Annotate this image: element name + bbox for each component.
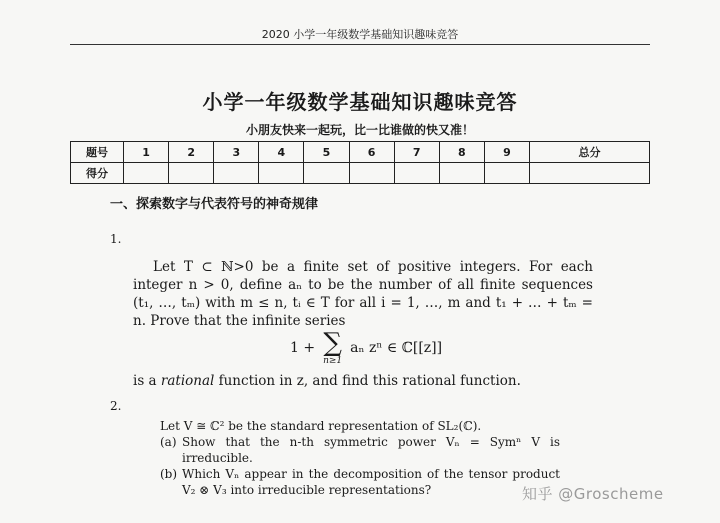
conclusion-emphasis: rational	[160, 373, 215, 389]
section-heading: 一、探索数字与代表符号的神奇规律	[110, 197, 319, 212]
table-cell: 7	[394, 142, 439, 163]
header-rule	[70, 44, 650, 45]
page-title: 小学一年级数学基础知识趣味竞答	[202, 90, 518, 114]
watermark: 知乎 @Groscheme	[522, 485, 664, 503]
score-input-cell[interactable]	[349, 163, 394, 184]
item-label: (b)	[160, 467, 178, 481]
formula-left: 1 +	[290, 340, 316, 356]
score-input-cell[interactable]	[484, 163, 529, 184]
problem-number: 1.	[110, 232, 122, 246]
summation	[323, 330, 342, 366]
score-input-cell[interactable]	[394, 163, 439, 184]
item-label: (a)	[160, 435, 177, 449]
problem-2-intro: Let V ≅ ℂ² be the standard representation of SL₂(ℂ).	[160, 419, 482, 433]
running-header: 2020 小学一年级数学基础知识趣味竞答	[261, 28, 459, 41]
problem-2-text	[160, 418, 560, 498]
problem-1-formula	[290, 330, 442, 366]
list-item	[160, 466, 560, 498]
table-cell: 2	[169, 142, 214, 163]
score-input-cell[interactable]	[214, 163, 259, 184]
table-cell: 6	[349, 142, 394, 163]
problem-1-conclusion	[133, 373, 521, 389]
conclusion-post: function in z, and find this rational function.	[214, 373, 521, 389]
list-item	[160, 434, 560, 466]
table-cell: 9	[484, 142, 529, 163]
score-input-cell[interactable]	[124, 163, 169, 184]
item-text: Which Vₙ appear in the decomposition of the tensor product V₂ ⊗ V₃ into irreducible representations?	[182, 467, 560, 497]
problem-1-text	[133, 258, 593, 330]
sum-subscript: n≥1	[323, 356, 343, 366]
sum-symbol: ∑	[323, 328, 342, 358]
table-cell: 5	[304, 142, 349, 163]
table-row	[71, 163, 650, 184]
table-cell: 4	[259, 142, 304, 163]
score-input-cell[interactable]	[304, 163, 349, 184]
score-input-cell[interactable]	[439, 163, 484, 184]
score-table	[70, 141, 650, 184]
problem-number: 2.	[110, 399, 122, 413]
score-input-cell[interactable]	[259, 163, 304, 184]
table-row	[71, 142, 650, 163]
table-cell: 8	[439, 142, 484, 163]
formula-right: aₙ zⁿ ∈ ℂ[[z]]	[350, 340, 443, 356]
item-text: Show that the n-th symmetric power Vₙ = Symⁿ V is irreducible.	[182, 435, 560, 465]
page-subtitle: 小朋友快来一起玩，比一比谁做的快又准！	[245, 123, 474, 137]
score-input-cell[interactable]	[529, 163, 649, 184]
table-header-cell: 题号	[71, 142, 124, 163]
table-cell: 3	[214, 142, 259, 163]
score-input-cell[interactable]	[169, 163, 214, 184]
problem-1-statement: Let T ⊂ ℕ>0 be a finite set of positive integers. For each integer n > 0, define aₙ to be the number of all finite sequences (t₁, …, tₘ) with m ≤ n, tᵢ ∈ T for all i = 1, …, m and t₁ + … + tₘ = n. Prove that the infinite series	[133, 259, 593, 329]
table-header-cell: 得分	[71, 163, 124, 184]
table-cell: 1	[124, 142, 169, 163]
table-cell: 总分	[529, 142, 649, 163]
conclusion-pre: is a	[133, 373, 161, 389]
